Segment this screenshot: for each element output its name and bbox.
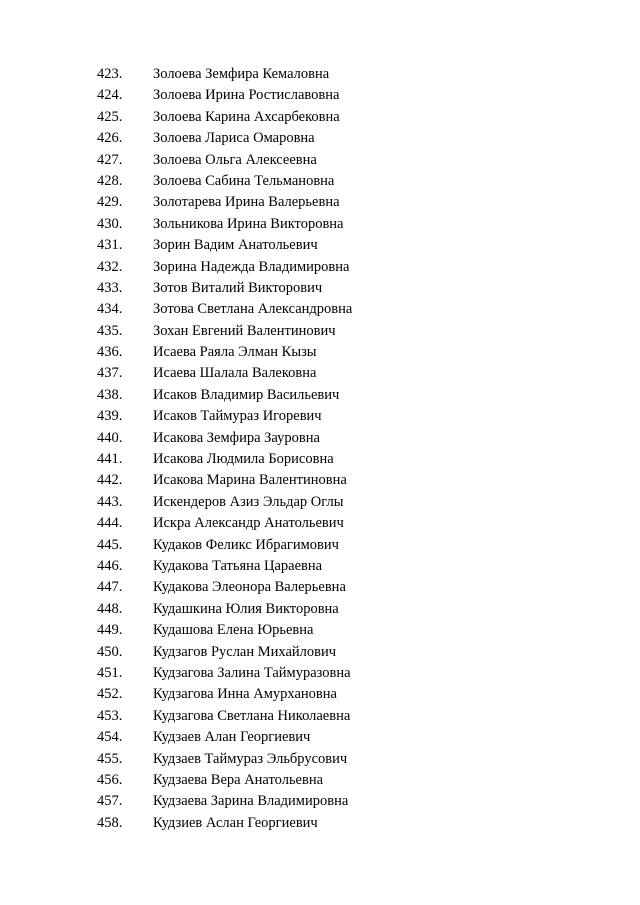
list-item [97, 620, 352, 641]
entry-number: 449. [97, 622, 123, 639]
list-item [97, 214, 352, 235]
entry-name: Кудакова Элеонора Валерьевна [153, 579, 346, 596]
entry-number: 433. [97, 279, 123, 296]
entry-name: Золоева Сабина Тельмановна [153, 172, 335, 189]
entry-number: 440. [97, 429, 123, 446]
entry-number: 448. [97, 600, 123, 617]
entry-name: Кудзиев Аслан Георгиевич [153, 814, 318, 831]
entry-number: 436. [97, 344, 123, 361]
list-item [97, 385, 352, 406]
entry-number: 452. [97, 686, 123, 703]
entry-name: Искендеров Азиз Эльдар Оглы [153, 493, 344, 510]
entry-name: Зорин Вадим Анатольевич [153, 237, 318, 254]
list-item [97, 599, 352, 620]
list-item [97, 470, 352, 491]
entry-number: 445. [97, 536, 123, 553]
entry-number: 434. [97, 301, 123, 318]
list-item [97, 449, 352, 470]
list-item [97, 513, 352, 534]
list-item [97, 577, 352, 598]
entry-number: 427. [97, 151, 123, 168]
name-list [97, 64, 352, 834]
entry-number: 423. [97, 66, 123, 82]
entry-number: 444. [97, 515, 123, 532]
entry-name: Кудашова Елена Юрьевна [153, 622, 314, 639]
entry-number: 447. [97, 579, 123, 596]
entry-name: Кудзагов Руслан Михайлович [153, 643, 337, 660]
list-item [97, 727, 352, 748]
entry-number: 458. [97, 814, 123, 831]
list-item [97, 770, 352, 791]
list-item [97, 663, 352, 684]
entry-number: 441. [97, 451, 123, 468]
list-item [97, 428, 352, 449]
entry-name: Кудаков Феликс Ибрагимович [153, 536, 339, 553]
entry-name: Золоева Земфира Кемаловна [153, 66, 330, 82]
entry-number: 454. [97, 729, 123, 746]
entry-name: Исакова Марина Валентиновна [153, 472, 347, 489]
entry-name: Исаева Раяла Элман Кызы [153, 344, 317, 361]
list-item [97, 85, 352, 106]
entry-name: Золоева Ирина Ростиславовна [153, 87, 340, 104]
list-item [97, 235, 352, 256]
entry-name: Кудзагова Инна Амурхановна [153, 686, 337, 703]
entry-number: 450. [97, 643, 123, 660]
entry-name: Зорина Надежда Владимировна [153, 258, 350, 275]
entry-number: 429. [97, 194, 123, 211]
list-item [97, 171, 352, 192]
list-item [97, 406, 352, 427]
entry-name: Зольникова Ирина Викторовна [153, 215, 344, 232]
entry-name: Исаков Таймураз Игоревич [153, 408, 322, 425]
list-item [97, 791, 352, 812]
entry-number: 435. [97, 322, 123, 339]
entry-number: 457. [97, 793, 123, 810]
list-item [97, 150, 352, 171]
list-item [97, 535, 352, 556]
entry-name: Кудашкина Юлия Викторовна [153, 600, 339, 617]
list-item [97, 107, 352, 128]
list-item [97, 363, 352, 384]
list-item [97, 684, 352, 705]
entry-number: 432. [97, 258, 123, 275]
entry-name: Кудакова Татьяна Цараевна [153, 557, 323, 574]
list-item [97, 749, 352, 770]
entry-number: 456. [97, 771, 123, 788]
entry-name: Золоева Карина Ахсарбековна [153, 108, 340, 125]
entry-name: Зотова Светлана Александровна [153, 301, 353, 318]
entry-name: Исакова Земфира Зауровна [153, 429, 320, 446]
list-item [97, 706, 352, 727]
entry-number: 439. [97, 408, 123, 425]
entry-name: Кудзаев Таймураз Эльбрусович [153, 750, 348, 767]
entry-name: Золотарева Ирина Валерьевна [153, 194, 340, 211]
list-item [97, 128, 352, 149]
entry-name: Золоева Лариса Омаровна [153, 130, 315, 147]
entry-name: Зотов Виталий Викторович [153, 279, 323, 296]
entry-name: Кудзагова Светлана Николаевна [153, 707, 351, 724]
entry-number: 424. [97, 87, 123, 104]
list-item [97, 342, 352, 363]
entry-number: 451. [97, 664, 123, 681]
list-item [97, 492, 352, 513]
entry-name: Кудзагова Залина Таймуразовна [153, 664, 351, 681]
entry-name: Искра Александр Анатольевич [153, 515, 344, 532]
entry-name: Исаков Владимир Васильевич [153, 386, 340, 403]
entry-number: 455. [97, 750, 123, 767]
list-item [97, 192, 352, 213]
list-item [97, 64, 352, 85]
entry-number: 426. [97, 130, 123, 147]
list-item [97, 257, 352, 278]
entry-number: 442. [97, 472, 123, 489]
entry-number: 430. [97, 215, 123, 232]
list-item [97, 813, 352, 834]
entry-number: 438. [97, 386, 123, 403]
entry-number: 437. [97, 365, 123, 382]
entry-name: Золоева Ольга Алексеевна [153, 151, 317, 168]
entry-name: Кудзаева Зарина Владимировна [153, 793, 349, 810]
list-item [97, 556, 352, 577]
entry-number: 431. [97, 237, 123, 254]
entry-number: 453. [97, 707, 123, 724]
list-item [97, 299, 352, 320]
entry-number: 443. [97, 493, 123, 510]
entry-number: 446. [97, 557, 123, 574]
entry-name: Кудзаева Вера Анатольевна [153, 771, 324, 788]
entry-number: 425. [97, 108, 123, 125]
entry-name: Исаева Шалала Валековна [153, 365, 317, 382]
list-item [97, 321, 352, 342]
list-item [97, 278, 352, 299]
list-item [97, 642, 352, 663]
entry-name: Исакова Людмила Борисовна [153, 451, 334, 468]
entry-name: Кудзаев Алан Георгиевич [153, 729, 311, 746]
entry-name: Зохан Евгений Валентинович [153, 322, 336, 339]
entry-number: 428. [97, 172, 123, 189]
